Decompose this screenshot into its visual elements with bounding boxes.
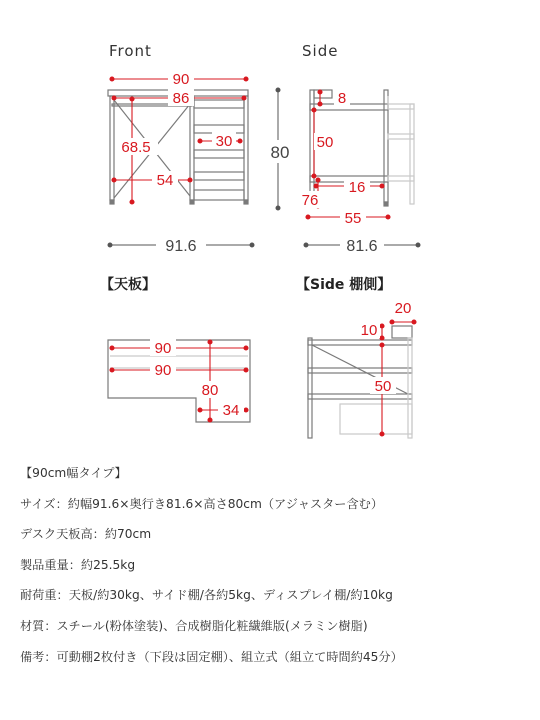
spec-size: サイズ：約幅91.6×奥行き81.6×高さ80cm（アジャスター含む） xyxy=(20,496,384,511)
side-dim-shelf: 8 xyxy=(337,90,347,107)
front-dim-width: 90 xyxy=(172,71,190,88)
spec-load-capacity: 耐荷重：天板/約30kg、サイド棚/各約5kg、ディスプレイ棚/約10kg xyxy=(20,588,393,603)
side-shelf-structure xyxy=(308,326,412,438)
side-title: Side xyxy=(302,42,339,60)
spec-list xyxy=(20,463,403,677)
side-dim-depth: 55 xyxy=(344,210,362,227)
top-dim-depth: 80 xyxy=(201,382,219,399)
side-dim-lower: 76 xyxy=(301,192,319,209)
front-title: Front xyxy=(109,42,152,60)
front-dim-drawer: 30 xyxy=(215,133,233,150)
front-dim-inner: 86 xyxy=(172,90,190,107)
front-dim-height: 68.5 xyxy=(121,139,151,156)
spec-weight: 製品重量：約25.5kg xyxy=(20,557,136,572)
shelf-dim-height: 50 xyxy=(374,378,392,395)
spec-heading: 【90cm幅タイプ】 xyxy=(20,466,127,480)
spec-material: 材質：スチール(粉体塗装)、合成樹脂化粧繊維版(メラミン樹脂) xyxy=(20,618,368,633)
lower-diagrams xyxy=(0,290,540,460)
spec-desk-height: デスク天板高：約70cm xyxy=(20,527,152,542)
top-panel-title: 【天板】 xyxy=(100,277,156,293)
top-dim-notch: 34 xyxy=(222,402,240,419)
top-dim-width-b: 90 xyxy=(154,362,172,379)
spec-notes: 備考：可動棚2枚付き（下段は固定棚）、組立式（組立て時間約45分） xyxy=(20,649,403,664)
front-view-diagram xyxy=(0,0,540,270)
front-total-height: 80 xyxy=(270,143,290,162)
side-shelf-title: 【Side 棚側】 xyxy=(296,277,392,293)
shelf-dim-top: 20 xyxy=(394,300,412,317)
top-dim-width-a: 90 xyxy=(154,340,172,357)
side-total-depth: 81.6 xyxy=(346,238,378,255)
shelf-dim-offset: 10 xyxy=(360,322,378,339)
front-dim-leg: 54 xyxy=(156,172,174,189)
side-dim-rail: 16 xyxy=(348,179,366,196)
front-total-width: 91.6 xyxy=(165,238,197,255)
side-dim-height: 50 xyxy=(316,134,334,151)
side-extension-structure xyxy=(388,96,414,204)
